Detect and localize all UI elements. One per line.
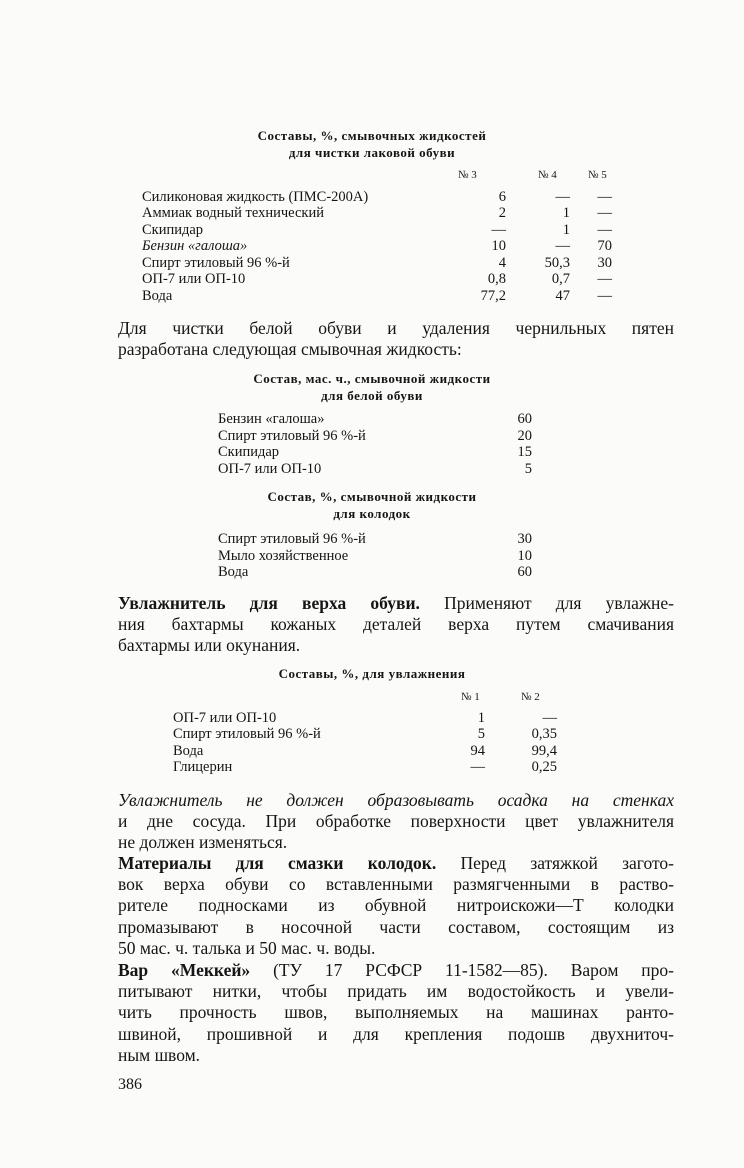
table1-col-header: № 4 (538, 169, 557, 181)
cell-value: 10 (491, 238, 506, 254)
paragraph-line: 50 мас. ч. талька и 50 мас. ч. воды. (118, 937, 376, 958)
cell-value: 0,8 (487, 271, 506, 287)
paragraph-line: не должен изменяться. (118, 832, 288, 853)
paragraph-heading: Материалы для смазки колодок. (118, 853, 437, 873)
table3 (218, 531, 538, 581)
paragraph-heading: Увлажнитель для верха обуви. (118, 593, 420, 613)
row-label: Силиконовая жидкость (ПМС-200А) (142, 188, 369, 205)
table1-title (0, 127, 744, 161)
paragraph-line: ния бахтармы кожаных деталей верха путем смачивания (118, 614, 674, 635)
table-row (173, 726, 573, 743)
cell-value: 47 (555, 287, 570, 304)
cell-value: 94 (470, 742, 485, 759)
paragraph-moisturizer (118, 593, 674, 657)
table1-title-line: для чистки лаковой обуви (288, 145, 456, 160)
row-label: Спирт этиловый 96 %-й (173, 726, 321, 742)
cell-value: 20 (517, 427, 532, 444)
table-row (173, 710, 573, 727)
paragraph-moisturizer-note (118, 790, 674, 854)
row-label: Бензин «галоша» (142, 238, 248, 254)
row-label: Спирт этиловый 96 %-й (218, 531, 366, 547)
cell-value: 5 (524, 460, 532, 477)
paragraph-line: Увлажнитель не должен образовывать осадка на стенках (118, 790, 674, 810)
cell-value: 0,25 (531, 759, 557, 775)
paragraph-line: швиной, прошивной и для крепления подошв двухниточ- (118, 1023, 674, 1044)
cell-value: 0,35 (531, 726, 557, 742)
cell-value: — (597, 271, 612, 287)
table-row (218, 461, 538, 478)
cell-value: — (597, 188, 612, 205)
cell-value: 99,4 (531, 742, 557, 759)
paragraph-line: Для чистки белой обуви и удаления чернильных пятен (118, 318, 674, 338)
table-row (173, 743, 573, 760)
row-label: Вода (142, 287, 173, 304)
paragraph-line: и дне сосуда. При обработке поверхности цвет увлажнителя (118, 811, 674, 832)
row-label: Скипидар (218, 444, 280, 460)
paragraph-line: ным швом. (118, 1044, 201, 1065)
cell-value: 4 (498, 254, 506, 271)
table3-title-line: для колодок (333, 506, 411, 521)
table1-col-header: № 3 (458, 169, 477, 181)
row-label: ОП-7 или ОП-10 (173, 709, 277, 726)
paragraph-text: Применяют для увлажне- (419, 593, 674, 613)
cell-value: — (470, 759, 485, 775)
table4-title (0, 665, 744, 682)
paragraph-text: Перед затяжкой загото- (436, 853, 675, 873)
cell-value: 30 (517, 531, 532, 547)
cell-value: 10 (517, 547, 532, 564)
row-label: Спирт этиловый 96 %-й (218, 427, 366, 444)
row-label: Вода (218, 564, 249, 580)
paragraph-line (118, 593, 674, 614)
cell-value: 60 (517, 411, 532, 427)
cell-value: — (555, 188, 570, 205)
paragraph-heading: Вар «Меккей» (118, 960, 251, 980)
cell-value: 70 (597, 238, 612, 254)
table-row (173, 759, 573, 776)
table4-col-header: № 2 (521, 691, 540, 703)
row-label: Скипидар (142, 221, 204, 238)
cell-value: — (597, 287, 612, 304)
paragraph-line: вок верха обуви со вставленными размягченными в раство- (118, 874, 674, 895)
table-row (218, 531, 538, 548)
paragraph-line: разработана следующая смывочная жидкость: (118, 339, 462, 360)
table-row (218, 444, 538, 461)
paragraph-text: (ТУ 17 РСФСР 11-1582—85). Варом про- (250, 960, 675, 980)
table-row (142, 255, 622, 272)
page-number: 386 (118, 1076, 142, 1093)
row-label: Глицерин (173, 759, 233, 775)
cell-value: — (597, 205, 612, 221)
row-label: Вода (173, 742, 204, 759)
cell-value: 2 (498, 205, 506, 221)
cell-value: 1 (477, 709, 485, 726)
table2-title (0, 370, 744, 404)
cell-value: — (555, 238, 570, 254)
table-row (142, 189, 622, 206)
paragraph-line: рителе подносками из обувной нитроискожи—Т колодки (118, 895, 674, 916)
cell-value: 50,3 (544, 254, 570, 271)
cell-value: 60 (517, 564, 532, 580)
cell-value: 1 (562, 221, 570, 238)
row-label: Бензин «галоша» (218, 411, 325, 427)
table-row (218, 548, 538, 565)
row-label: ОП-7 или ОП-10 (142, 271, 246, 287)
table4-title-line: Составы, %, для увлажнения (278, 666, 466, 681)
table-row (142, 288, 622, 305)
table2-title-line: Состав, мас. ч., смывочной жидкости (253, 371, 491, 386)
table-row (142, 205, 622, 222)
table1-header-row (142, 167, 622, 184)
cell-value: 6 (498, 188, 506, 205)
paragraph-mackay-wax (118, 960, 674, 1066)
paragraph-line: бахтармы или окунания. (118, 635, 301, 656)
cell-value: 15 (517, 444, 532, 460)
cell-value: 30 (597, 254, 612, 271)
paragraph-line: питывают нитки, чтобы придать им водостойкость и увели- (118, 981, 674, 1002)
paragraph-white-shoes (118, 318, 674, 360)
table3-title-line: Состав, %, смывочной жидкости (267, 489, 477, 504)
cell-value: — (597, 221, 612, 238)
table2-title-line: для белой обуви (321, 388, 423, 403)
table-row (218, 428, 538, 445)
table-row (218, 564, 538, 581)
table3-title (0, 488, 744, 522)
table4-col-header: № 1 (461, 691, 480, 703)
table4-header-row (173, 689, 573, 706)
table-row (218, 411, 538, 428)
cell-value: — (491, 221, 506, 238)
table1 (142, 167, 622, 304)
table-row (142, 238, 622, 255)
row-label: Спирт этиловый 96 %-й (142, 254, 290, 271)
table1-col-header: № 5 (588, 169, 607, 181)
row-label: Аммиак водный технический (142, 205, 324, 221)
table4 (173, 689, 573, 776)
paragraph-line (118, 960, 674, 981)
table1-title-line: Составы, %, смывочных жидкостей (257, 128, 487, 143)
row-label: ОП-7 или ОП-10 (218, 460, 322, 477)
cell-value: 77,2 (480, 287, 506, 304)
paragraph-line: чить прочность швов, выполняемых на машинах ранто- (118, 1002, 674, 1023)
cell-value: 0,7 (551, 271, 570, 287)
paragraph-line (118, 853, 674, 874)
cell-value: 5 (477, 726, 485, 742)
table-row (142, 222, 622, 239)
paragraph-last-materials (118, 853, 674, 959)
cell-value: — (542, 709, 557, 726)
cell-value: 1 (562, 205, 570, 221)
table2 (218, 411, 538, 477)
paragraph-line: промазывают в носочной части составом, состоящим из (118, 916, 674, 937)
row-label: Мыло хозяйственное (218, 547, 349, 564)
table-row (142, 271, 622, 288)
